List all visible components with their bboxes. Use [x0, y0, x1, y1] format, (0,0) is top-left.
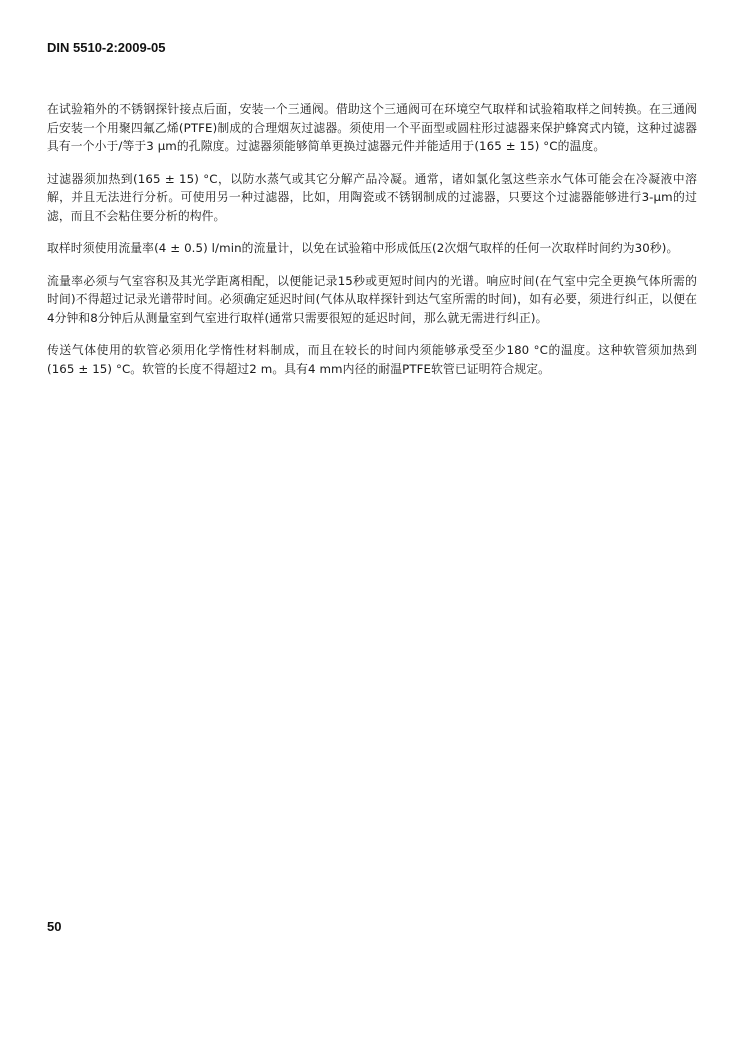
paragraph-three-way-valve: 在试验箱外的不锈钢探针接点后面，安装一个三通阀。借助这个三通阀可在环境空气取样和试验箱取样之间转换。在三通阀后安装一个用聚四氟乙烯(PTFE)制成的合理烟灰过滤器。须使用一个平面型或圆柱形过滤器来保护蜂窝式内镜，这种过滤器具有一个小于/等于3 μm的孔隙度。过滤器须能够简单更换过滤器元件并能适用于(165 ± 15) °C的温度。	[47, 102, 697, 153]
paragraph-hose: 传送气体使用的软管必须用化学惰性材料制成，而且在较长的时间内须能够承受至少180 °C的温度。这种软管须加热到(165 ± 15) °C。软管的长度不得超过2 m。具有4 mm内径的耐温PTFE软管已证明符合规定。	[47, 343, 697, 376]
document-body	[47, 100, 697, 392]
document-header: DIN 5510-2:2009-05	[47, 40, 166, 55]
paragraph-flow-rate: 流量率必须与气室容积及其光学距离相配，以便能记录15秒或更短时间内的光谱。响应时间(在气室中完全更换气体所需的时间)不得超过记录光谱带时间。必须确定延迟时间(气体从取样探针到达气室所需的时间)，如有必要，须进行纠正，以便在4分钟和8分钟后从测量室到气室进行取样(通常只需要很短的延迟时间，那么就无需进行纠正)。	[47, 273, 697, 325]
paragraph-flow-meter: 取样时须使用流量率(4 ± 0.5) l/min的流量计，以免在试验箱中形成低压(2次烟气取样的任何一次取样时间约为30秒)。	[47, 241, 679, 255]
page-number: 50	[47, 919, 62, 934]
paragraph-filter-heating: 过滤器须加热到(165 ± 15) °C，以防水蒸气或其它分解产品冷凝。通常，诸如氯化氢这些亲水气体可能会在冷凝液中溶解，并且无法进行分析。可使用另一种过滤器，比如，用陶瓷或不锈钢制成的过滤器，只要这个过滤器能够进行3-μm的过滤，而且不会粘住要分析的构件。	[47, 171, 697, 223]
